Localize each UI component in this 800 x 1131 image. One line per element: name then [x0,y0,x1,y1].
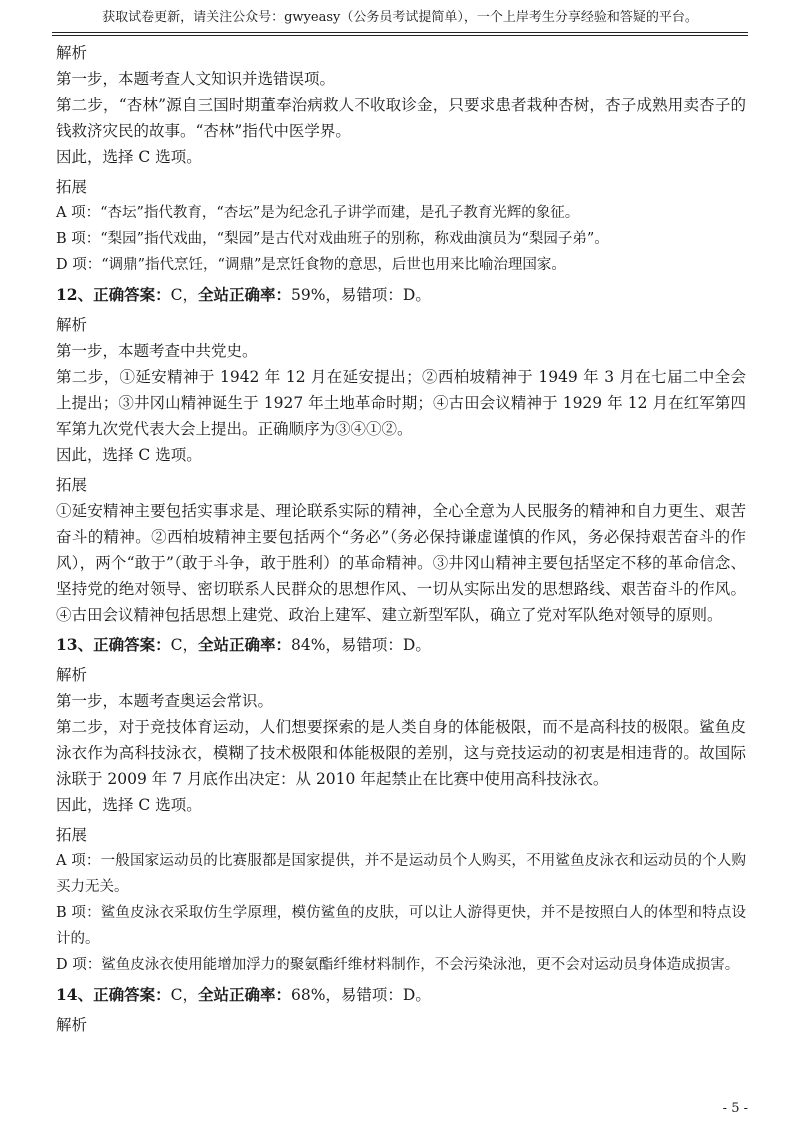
section-label: 解析 [56,316,88,334]
document-body [56,36,746,1038]
option-paragraph: B 项：“梨园”指代戏曲，“梨园”是古代对戏曲班子的别称，称戏曲演员为“梨园子弟”。 [56,231,609,247]
rate-value: 59%，易错项：D。 [290,286,431,304]
answer-label: 正确答案： [93,985,171,1004]
option-paragraph: A 项：“杏坛”指代教育，“杏坛”是为纪念孔子讲学而建，是孔子教育光辉的象征。 [56,205,580,221]
question-number: 12、 [56,285,94,304]
paragraph: 因此，选择 C 选项。 [56,446,202,464]
section-label: 拓展 [56,178,88,196]
answer-value: C， [170,286,198,304]
paragraph: 第二步，“杏林”源自三国时期董奉治病救人不收取诊金，只要求患者栽种杏树，杏子成熟用卖杏子的钱救济灾民的故事。“杏林”指代中医学界。 [56,96,746,140]
option-paragraph: D 项：“调鼎”指代烹饪，“调鼎”是烹饪食物的意思，后世也用来比喻治理国家。 [56,257,566,273]
page-number: - 5 - [722,1101,748,1116]
section-label: 解析 [56,44,88,62]
rate-label: 全站正确率： [197,635,291,654]
section-label: 拓展 [56,826,88,844]
question-number: 13、 [56,635,94,654]
rate-value: 84%，易错项：D。 [290,636,431,654]
question-number: 14、 [56,985,94,1004]
paragraph: 因此，选择 C 选项。 [56,148,202,166]
section-label: 解析 [56,666,88,684]
answer-value: C， [170,636,198,654]
rate-value: 68%，易错项：D。 [290,986,431,1004]
paragraph: 第二步，对于竞技体育运动，人们想要探索的是人类自身的体能极限，而不是高科技的极限。鲨鱼皮泳衣作为高科技泳衣，模糊了技术极限和体能极限的差别，这与竞技运动的初衷是相违背的。故国际泳联于 2009 年 7 月底作出决定：从 2010 年起禁止在比赛中使用高科技泳衣。 [56,718,746,788]
paragraph: 第二步，①延安精神于 1942 年 12 月在延安提出；②西柏坡精神于 1949 年 3 月在七届二中全会上提出；③井冈山精神诞生于 1927 年土地革命时期；④古田会议精神于 1929 年 12 月在红军第四军第九次党代表大会上提出。正确顺序为③④①②。 [56,368,746,438]
answer-line [56,632,746,658]
paragraph: ①延安精神主要包括实事求是、理论联系实际的精神，全心全意为人民服务的精神和自力更生、艰苦奋斗的精神。②西柏坡精神主要包括两个“务必”（务必保持谦虚谨慎的作风，务必保持艰苦奋斗的作风），两个“敢于”（敢于斗争，敢于胜利）的革命精神。③井冈山精神主要包括坚定不移的革命信念、坚持党的绝对领导、密切联系人民群众的思想作风、一切从实际出发的思想路线、艰苦奋斗的作风。④古田会议精神包括思想上建党、政治上建军、建立新型军队，确立了党对军队绝对领导的原则。 [56,502,746,624]
option-paragraph: D 项：鲨鱼皮泳衣使用能增加浮力的聚氨酯纤维材料制作，不会污染泳池，更不会对运动员身体造成损害。 [56,957,740,973]
paragraph: 第一步，本题考查奥运会常识。 [56,692,274,710]
rate-label: 全站正确率： [197,985,291,1004]
answer-label: 正确答案： [93,635,171,654]
option-paragraph: B 项：鲨鱼皮泳衣采取仿生学原理，模仿鲨鱼的皮肤，可以让人游得更快，并不是按照白人的体型和特点设计的。 [56,905,746,947]
paragraph: 第一步，本题考查人文知识并选错误项。 [56,70,336,88]
paragraph: 因此，选择 C 选项。 [56,796,202,814]
answer-label: 正确答案： [93,285,171,304]
header-rule [52,32,748,33]
option-paragraph: A 项：一般国家运动员的比赛服都是国家提供，并不是运动员个人购买，不用鲨鱼皮泳衣和运动员的个人购买力无关。 [56,853,746,895]
section-label: 解析 [56,1016,88,1034]
section-label: 拓展 [56,476,88,494]
answer-line [56,282,746,308]
answer-line [56,982,746,1008]
page-header: 获取试卷更新，请关注公众号：gwyeasy（公务员考试提简单），一个上岸考生分享经验和答疑的平台。 [102,10,698,25]
rate-label: 全站正确率： [197,285,291,304]
answer-value: C， [170,986,198,1004]
paragraph: 第一步，本题考查中共党史。 [56,342,258,360]
